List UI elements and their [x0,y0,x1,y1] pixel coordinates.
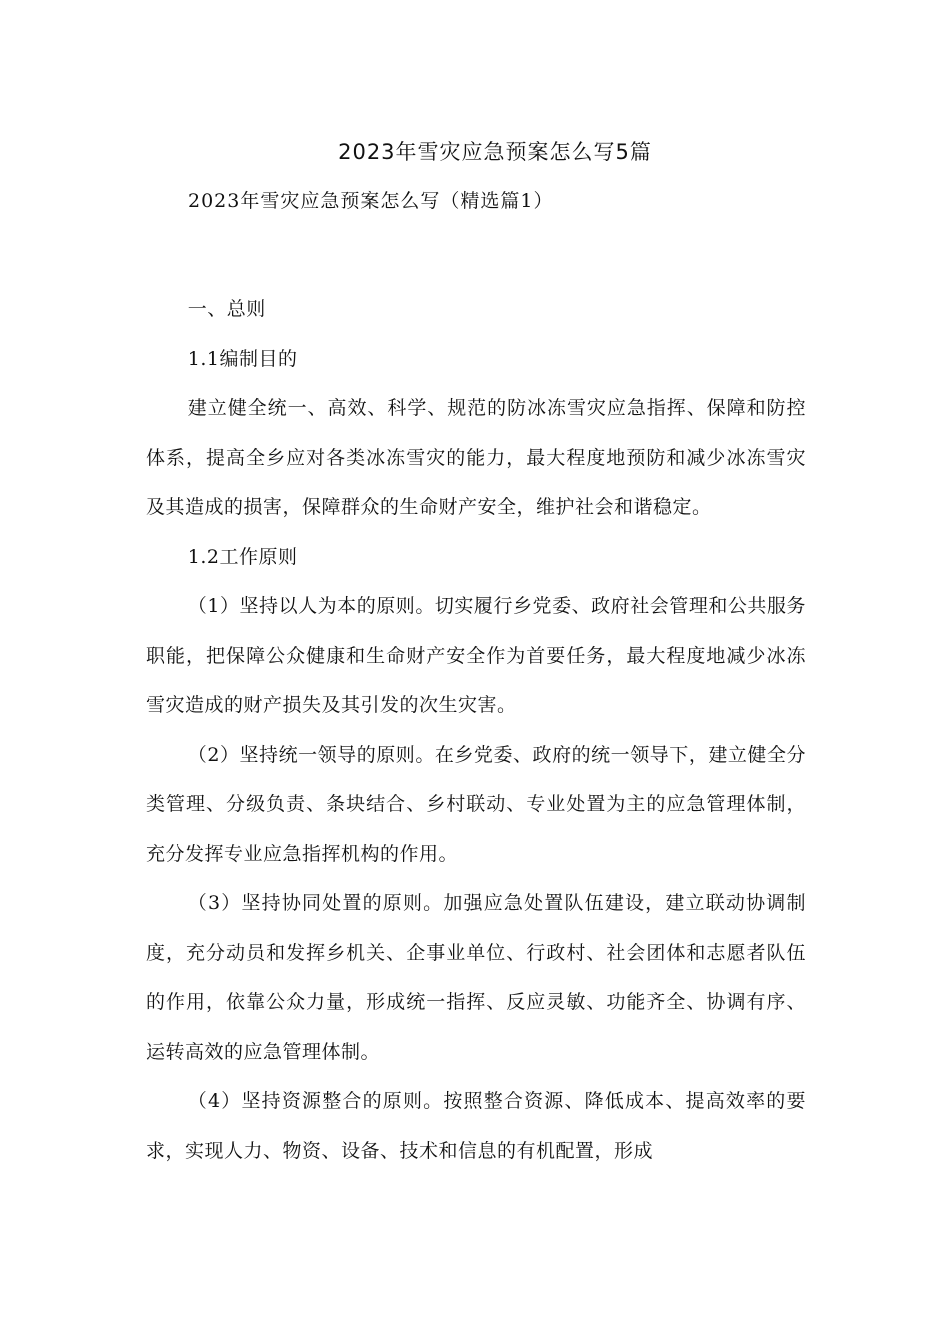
subsection-heading: 1.1编制目的 [187,347,298,370]
document-title: 2023年雪灾应急预案怎么写5篇 [338,140,652,164]
body-paragraph: （3）坚持协同处置的原则。加强应急处置队伍建设，建立联动协调制度，充分动员和发挥乡机关、企事业单位、行政村、社会团体和志愿者队伍的作用，依靠公众力量，形成统一指挥、反应灵敏、功能齐全、协调有序、运转高效的应急管理体制。 [146,892,806,1063]
body-paragraph: （2）坚持统一领导的原则。在乡党委、政府的统一领导下，建立健全分类管理、分级负责、条块结合、乡村联动、专业处置为主的应急管理体制，充分发挥专业应急指挥机构的作用。 [146,743,806,865]
body-paragraph: （4）坚持资源整合的原则。按照整合资源、降低成本、提高效率的要求，实现人力、物资、设备、技术和信息的有机配置，形成 [146,1090,806,1162]
body-paragraph: （1）坚持以人为本的原则。切实履行乡党委、政府社会管理和公共服务职能，把保障公众健康和生命财产安全作为首要任务，最大程度地减少冰冻雪灾造成的财产损失及其引发的次生灾害。 [146,595,806,716]
body-paragraph: 建立健全统一、高效、科学、规范的防冰冻雪灾应急指挥、保障和防控体系，提高全乡应对各类冰冻雪灾的能力，最大程度地预防和减少冰冻雪灾及其造成的损害，保障群众的生命财产安全，维护社会和谐稳定。 [146,397,806,518]
document-body [146,285,806,1176]
subsection-heading: 1.2工作原则 [187,545,298,568]
section-heading: 一、总则 [187,298,266,320]
document-subtitle: 2023年雪灾应急预案怎么写（精选篇1） [188,190,554,212]
